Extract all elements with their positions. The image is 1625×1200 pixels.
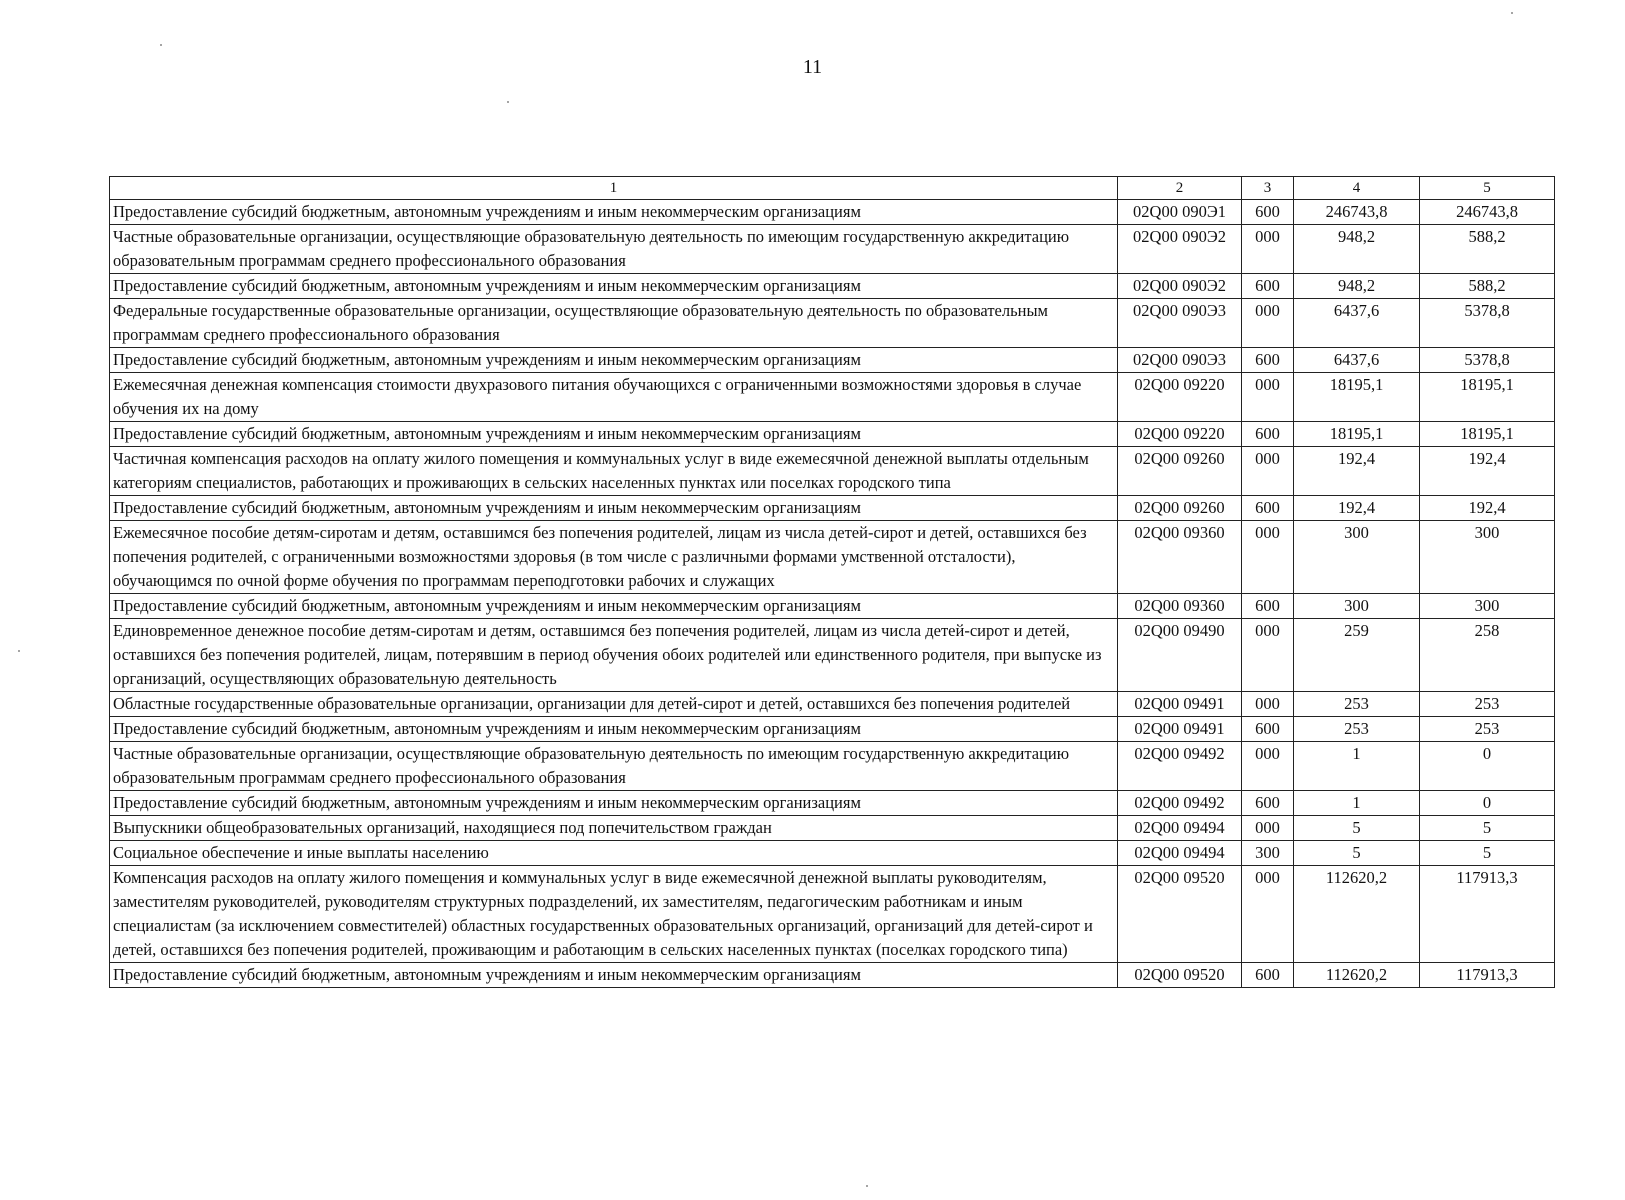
budget-table — [109, 176, 1555, 988]
table-row — [110, 594, 1555, 619]
row-expense-type: 000 — [1242, 299, 1294, 348]
row-expense-type: 000 — [1242, 742, 1294, 791]
row-amount-year-1: 5 — [1294, 841, 1420, 866]
row-description: Федеральные государственные образовательные организации, осуществляющие образовательную деятельность по образовательным программам среднего профессионального образования — [110, 299, 1118, 348]
row-description: Областные государственные образовательные организации, организации для детей-сирот и детей, оставшихся без попечения родителей — [110, 692, 1118, 717]
table-row — [110, 373, 1555, 422]
row-target-code: 02Q00 090Э1 — [1118, 200, 1242, 225]
row-amount-year-2: 5378,8 — [1420, 348, 1555, 373]
row-target-code: 02Q00 09491 — [1118, 692, 1242, 717]
row-amount-year-2: 5 — [1420, 841, 1555, 866]
row-amount-year-2: 0 — [1420, 791, 1555, 816]
table-row — [110, 963, 1555, 988]
row-target-code: 02Q00 090Э2 — [1118, 274, 1242, 299]
row-description: Социальное обеспечение и иные выплаты населению — [110, 841, 1118, 866]
header-cell-2: 2 — [1118, 177, 1242, 200]
scan-speck — [507, 101, 509, 103]
row-amount-year-1: 948,2 — [1294, 225, 1420, 274]
row-target-code: 02Q00 09520 — [1118, 963, 1242, 988]
row-target-code: 02Q00 090Э3 — [1118, 348, 1242, 373]
row-amount-year-1: 246743,8 — [1294, 200, 1420, 225]
row-amount-year-1: 6437,6 — [1294, 348, 1420, 373]
table-row — [110, 422, 1555, 447]
row-amount-year-2: 5 — [1420, 816, 1555, 841]
table-row — [110, 791, 1555, 816]
row-expense-type: 300 — [1242, 841, 1294, 866]
row-expense-type: 000 — [1242, 692, 1294, 717]
row-description: Предоставление субсидий бюджетным, автономным учреждениям и иным некоммерческим организациям — [110, 422, 1118, 447]
row-target-code: 02Q00 09490 — [1118, 619, 1242, 692]
row-amount-year-1: 112620,2 — [1294, 866, 1420, 963]
row-expense-type: 600 — [1242, 717, 1294, 742]
row-amount-year-1: 948,2 — [1294, 274, 1420, 299]
row-amount-year-2: 117913,3 — [1420, 963, 1555, 988]
row-expense-type: 600 — [1242, 963, 1294, 988]
row-amount-year-2: 300 — [1420, 521, 1555, 594]
row-expense-type: 000 — [1242, 373, 1294, 422]
page-number: 11 — [802, 56, 823, 78]
row-expense-type: 000 — [1242, 225, 1294, 274]
row-target-code: 02Q00 090Э2 — [1118, 225, 1242, 274]
row-expense-type: 000 — [1242, 521, 1294, 594]
row-amount-year-2: 588,2 — [1420, 274, 1555, 299]
row-target-code: 02Q00 09260 — [1118, 447, 1242, 496]
row-target-code: 02Q00 09494 — [1118, 816, 1242, 841]
row-amount-year-1: 18195,1 — [1294, 373, 1420, 422]
table-row — [110, 692, 1555, 717]
table-row — [110, 447, 1555, 496]
row-amount-year-2: 192,4 — [1420, 447, 1555, 496]
row-description: Частные образовательные организации, осуществляющие образовательную деятельность по имеющим государственную аккредитацию образовательным программам среднего профессионального образования — [110, 225, 1118, 274]
row-amount-year-2: 253 — [1420, 717, 1555, 742]
row-amount-year-1: 253 — [1294, 692, 1420, 717]
row-target-code: 02Q00 090Э3 — [1118, 299, 1242, 348]
row-amount-year-2: 258 — [1420, 619, 1555, 692]
row-expense-type: 600 — [1242, 422, 1294, 447]
row-amount-year-1: 5 — [1294, 816, 1420, 841]
row-amount-year-2: 5378,8 — [1420, 299, 1555, 348]
row-description: Предоставление субсидий бюджетным, автономным учреждениям и иным некоммерческим организациям — [110, 200, 1118, 225]
row-amount-year-1: 112620,2 — [1294, 963, 1420, 988]
table-row — [110, 200, 1555, 225]
table-row — [110, 717, 1555, 742]
row-description: Ежемесячное пособие детям-сиротам и детям, оставшимся без попечения родителей, лицам из числа детей-сирот и детей, оставшихся без попечения родителей, с ограниченными возможностями здоровья (в том числе с различными формами умственной отсталости), обучающимся по очной форме обучения по программам переподготовки рабочих и служащих — [110, 521, 1118, 594]
row-amount-year-1: 253 — [1294, 717, 1420, 742]
row-expense-type: 600 — [1242, 348, 1294, 373]
table-row — [110, 521, 1555, 594]
row-expense-type: 000 — [1242, 619, 1294, 692]
row-target-code: 02Q00 09492 — [1118, 791, 1242, 816]
table-row — [110, 299, 1555, 348]
row-amount-year-2: 300 — [1420, 594, 1555, 619]
row-amount-year-2: 18195,1 — [1420, 373, 1555, 422]
row-description: Предоставление субсидий бюджетным, автономным учреждениям и иным некоммерческим организациям — [110, 274, 1118, 299]
row-amount-year-1: 1 — [1294, 742, 1420, 791]
row-expense-type: 000 — [1242, 447, 1294, 496]
row-expense-type: 000 — [1242, 816, 1294, 841]
scan-speck — [866, 1185, 868, 1187]
row-expense-type: 600 — [1242, 594, 1294, 619]
table-row — [110, 866, 1555, 963]
scan-speck — [18, 650, 20, 652]
row-description: Выпускники общеобразовательных организаций, находящиеся под попечительством граждан — [110, 816, 1118, 841]
header-cell-1: 1 — [110, 177, 1118, 200]
table-row — [110, 348, 1555, 373]
row-target-code: 02Q00 09494 — [1118, 841, 1242, 866]
row-target-code: 02Q00 09260 — [1118, 496, 1242, 521]
row-description: Ежемесячная денежная компенсация стоимости двухразового питания обучающихся с ограниченными возможностями здоровья в случае обучения их на дому — [110, 373, 1118, 422]
scan-speck — [1511, 12, 1513, 14]
row-description: Предоставление субсидий бюджетным, автономным учреждениям и иным некоммерческим организациям — [110, 717, 1118, 742]
row-amount-year-2: 192,4 — [1420, 496, 1555, 521]
row-amount-year-2: 18195,1 — [1420, 422, 1555, 447]
row-target-code: 02Q00 09360 — [1118, 594, 1242, 619]
row-amount-year-1: 300 — [1294, 594, 1420, 619]
row-amount-year-1: 1 — [1294, 791, 1420, 816]
row-expense-type: 600 — [1242, 200, 1294, 225]
row-amount-year-2: 0 — [1420, 742, 1555, 791]
row-expense-type: 000 — [1242, 866, 1294, 963]
row-target-code: 02Q00 09492 — [1118, 742, 1242, 791]
row-amount-year-1: 192,4 — [1294, 447, 1420, 496]
row-description: Компенсация расходов на оплату жилого помещения и коммунальных услуг в виде ежемесячной денежной выплаты руководителям, заместителям руководителей, руководителям структурных подразделений, их заместителям, педагогическим работникам и иным специалистам (за исключением совместителей) областных государственных образовательных организаций, организаций для детей-сирот и детей, оставшихся без попечения родителей, проживающим и работающим в сельских населенных пунктах (поселках городского типа) — [110, 866, 1118, 963]
header-row — [110, 177, 1555, 200]
row-description: Предоставление субсидий бюджетным, автономным учреждениям и иным некоммерческим организациям — [110, 348, 1118, 373]
row-amount-year-1: 300 — [1294, 521, 1420, 594]
table-row — [110, 816, 1555, 841]
row-amount-year-1: 6437,6 — [1294, 299, 1420, 348]
row-amount-year-1: 18195,1 — [1294, 422, 1420, 447]
row-description: Единовременное денежное пособие детям-сиротам и детям, оставшимся без попечения родителей, лицам из числа детей-сирот и детей, оставшихся без попечения родителей, лицам, потерявшим в период обучения обоих родителей или единственного родителя, при выпуске из организаций, осуществляющих образовательную деятельность — [110, 619, 1118, 692]
row-description: Предоставление субсидий бюджетным, автономным учреждениям и иным некоммерческим организациям — [110, 594, 1118, 619]
table-row — [110, 619, 1555, 692]
table-row — [110, 496, 1555, 521]
row-amount-year-2: 253 — [1420, 692, 1555, 717]
table-row — [110, 274, 1555, 299]
row-expense-type: 600 — [1242, 791, 1294, 816]
scan-speck — [160, 44, 162, 46]
row-target-code: 02Q00 09360 — [1118, 521, 1242, 594]
budget-table-container — [109, 176, 1554, 988]
row-amount-year-1: 259 — [1294, 619, 1420, 692]
table-row — [110, 841, 1555, 866]
row-description: Предоставление субсидий бюджетным, автономным учреждениям и иным некоммерческим организациям — [110, 963, 1118, 988]
row-target-code: 02Q00 09220 — [1118, 373, 1242, 422]
row-amount-year-1: 192,4 — [1294, 496, 1420, 521]
row-target-code: 02Q00 09491 — [1118, 717, 1242, 742]
header-cell-5: 5 — [1420, 177, 1555, 200]
row-description: Частичная компенсация расходов на оплату жилого помещения и коммунальных услуг в виде ежемесячной денежной выплаты отдельным категориям специалистов, работающих и проживающих в сельских населенных пунктах или поселках городского типа — [110, 447, 1118, 496]
row-expense-type: 600 — [1242, 274, 1294, 299]
row-description: Частные образовательные организации, осуществляющие образовательную деятельность по имеющим государственную аккредитацию образовательным программам среднего профессионального образования — [110, 742, 1118, 791]
row-amount-year-2: 117913,3 — [1420, 866, 1555, 963]
row-description: Предоставление субсидий бюджетным, автономным учреждениям и иным некоммерческим организациям — [110, 496, 1118, 521]
row-target-code: 02Q00 09220 — [1118, 422, 1242, 447]
table-row — [110, 742, 1555, 791]
row-description: Предоставление субсидий бюджетным, автономным учреждениям и иным некоммерческим организациям — [110, 791, 1118, 816]
header-cell-3: 3 — [1242, 177, 1294, 200]
header-cell-4: 4 — [1294, 177, 1420, 200]
row-expense-type: 600 — [1242, 496, 1294, 521]
row-amount-year-2: 588,2 — [1420, 225, 1555, 274]
row-target-code: 02Q00 09520 — [1118, 866, 1242, 963]
table-row — [110, 225, 1555, 274]
row-amount-year-2: 246743,8 — [1420, 200, 1555, 225]
